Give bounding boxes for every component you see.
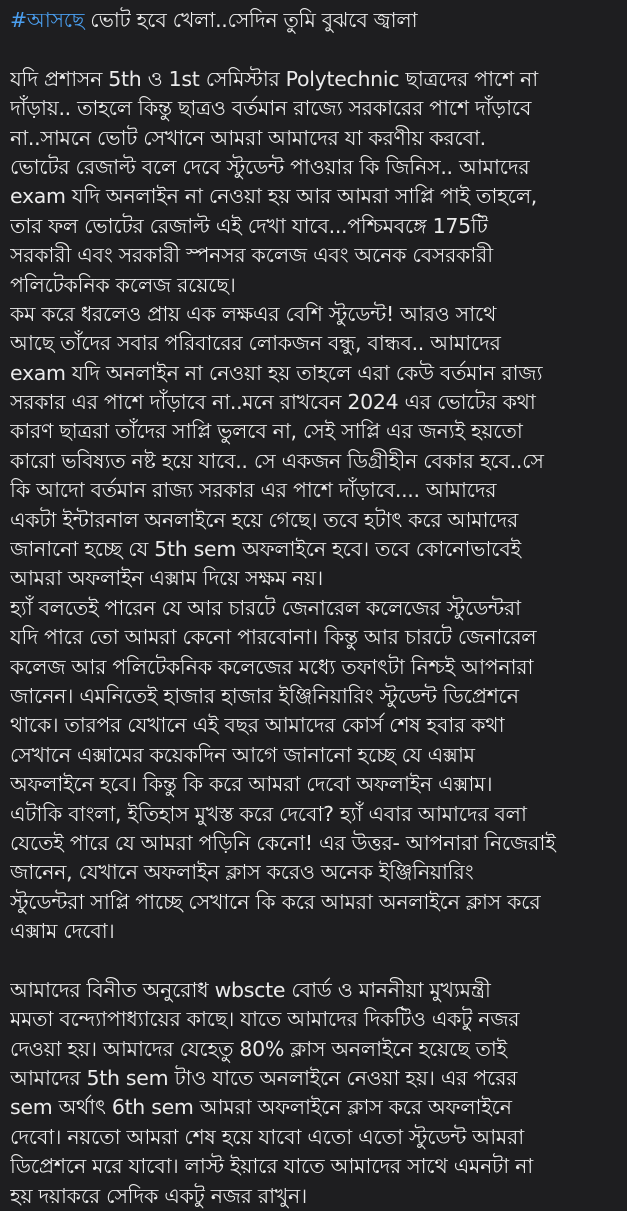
- post-text-line: আমাদের বিনীত অনুরোধ wbscte বোর্ড ও মাননীয়া মুখ্যমন্ত্রী: [10, 977, 491, 1002]
- post-text-line: ডিপ্রেশনে মরে যাবো। লাস্ট ইয়ারে যাতে আমাদের সাথে এমনটা না: [10, 1154, 533, 1179]
- post-text-line: কারো ভবিষ্যত নষ্ট হয়ে যাবে.. সে একজন ডিগ্রীহীন বেকার হবে..সে: [10, 448, 544, 473]
- post-text-line: sem অর্থাৎ 6th sem আমরা অফলাইনে ক্লাস করে অফলাইনে: [10, 1095, 512, 1120]
- headline-text: ভোট হবে খেলা..সেদিন তুমি বুঝবে জ্বালা: [84, 8, 418, 32]
- hashtag-link[interactable]: #আসছে: [10, 8, 85, 32]
- post-text-line: দেওয়া হয়। আমাদের যেহেতু 80% ক্লাস অনলাইনে হয়েছে তাই: [10, 1036, 507, 1061]
- post-text-line: আছে তাঁদের সবার পরিবারের লোকজন বন্ধু, বান্ধব.. আমাদের: [10, 331, 501, 356]
- post-text-line: থাকে। তারপর যেখানে এই বছর আমাদের কোর্স শেষ হবার কথা: [10, 713, 505, 738]
- post-body: [10, 6, 620, 1211]
- post-text-line: সেখানে এক্সামের কয়েকদিন আগে জানানো হচ্ছে যে এক্সাম: [10, 742, 475, 767]
- post-text-line: একটা ইন্টারনাল অনলাইনে হয়ে গেছে। তবে হটাৎ করে আমাদের: [10, 507, 518, 532]
- post-text-line: হয় দয়াকরে সেদিক একটু নজর রাখুন।: [10, 1183, 307, 1208]
- post-text-line: যেতেই পারে যে আমরা পড়িনি কেনো! এর উত্তর- আপনারা নিজেরাই: [10, 830, 556, 855]
- post-text-line: না..সামনে ভোট সেখানে আমরা আমাদের যা করণীয় করবো.: [10, 125, 486, 150]
- post-text-line: কারণ ছাত্ররা তাঁদের সাপ্লি ভুলবে না, সেই সাপ্লি এর জন্যই হয়তো: [10, 419, 523, 444]
- post-text-line: যদি পারে তো আমরা কেনো পারবোনা। কিন্তু আর চারটে জেনারেল: [10, 625, 537, 650]
- paragraph-spacer: [10, 35, 620, 64]
- post-text-line: কলেজ আর পলিটেকনিক কলেজের মধ্যে তফাৎটা নিশ্চই আপনারা: [10, 654, 534, 679]
- post-headline: [10, 6, 620, 35]
- post-text-line: ভোটের রেজাল্ট বলে দেবে স্টুডেন্ট পাওয়ার কি জিনিস.. আমাদের: [10, 154, 530, 179]
- post-text-line: আমরা অফলাইন এক্সাম দিয়ে সক্ষম নয়।: [10, 566, 323, 591]
- post-paragraph-1: [10, 65, 620, 947]
- post-text-line: অফলাইনে হবে। কিন্তু কি করে আমরা দেবো অফলাইন এক্সাম।: [10, 772, 493, 797]
- post-text-line: সরকারী এবং সরকারী স্পনসর কলেজ এবং অনেক বেসরকারী: [10, 243, 493, 268]
- post-text-line: exam যদি অনলাইন না নেওয়া হয় তাহলে এরা কেউ বর্তমান রাজ্য: [10, 360, 543, 385]
- post-text-line: জানেন। এমনিতেই হাজার হাজার ইঞ্জিনিয়ারিং স্টুডেন্ট ডিপ্রেশনে: [10, 683, 519, 708]
- post-text-line: হ্যাঁ বলতেই পারেন যে আর চারটে জেনারেল কলেজের স্টুডেন্টরা: [10, 595, 521, 620]
- post-text-line: কম করে ধরলেও প্রায় এক লক্ষএর বেশি স্টুডেন্ট! আরও সাথে: [10, 301, 497, 326]
- post-text-line: সরকার এর পাশে দাঁড়াবে না..মনে রাখবেন 2024 এর ভোটের কথা: [10, 390, 536, 415]
- post-text-line: তার ফল ভোটের রেজাল্ট এই দেখা যাবে...পশ্চিমবঙ্গে 175টি: [10, 213, 488, 238]
- post-text-line: এক্সাম দেবো।: [10, 919, 115, 944]
- post-text-line: জানেন, যেখানে অফলাইন ক্লাস করেও অনেক ইঞ্জিনিয়ারিং: [10, 860, 474, 885]
- post-text-line: স্টুডেন্টরা সাপ্লি পাচ্ছে সেখানে কি করে আমরা অনলাইনে ক্লাস করে: [10, 889, 541, 914]
- post-text-line: দেবো। নয়তো আমরা শেষ হয়ে যাবো এতো এতো স্টুডেন্ট আমরা: [10, 1124, 524, 1149]
- post-text-line: পলিটেকনিক কলেজ রয়েছে।: [10, 272, 236, 297]
- paragraph-spacer: [10, 947, 620, 976]
- post-text-line: জানানো হচ্ছে যে 5th sem অফলাইনে হবে। তবে কোনোভাবেই: [10, 537, 521, 562]
- post-text-line: আমাদের 5th sem টাও যাতে অনলাইনে নেওয়া হয়। এর পরের: [10, 1066, 518, 1091]
- post-text-line: দাঁড়ায়.. তাহলে কিন্তু ছাত্রও বর্তমান রাজ্যে সরকারের পাশে দাঁড়াবে: [10, 96, 532, 121]
- post-text-line: এটাকি বাংলা, ইতিহাস মুখস্ত করে দেবো? হ্যাঁ এবার আমাদের বলা: [10, 801, 527, 826]
- post-paragraph-2: [10, 976, 620, 1211]
- post-text-line: কি আদো বর্তমান রাজ্য সরকার এর পাশে দাঁড়াবে.... আমাদের: [10, 478, 497, 503]
- post-text-line: exam যদি অনলাইন না নেওয়া হয় আর আমরা সাপ্লি পাই তাহলে,: [10, 184, 538, 209]
- post-text-line: মমতা বন্দ্যোপাধ্যায়ের কাছে। যাতে আমাদের দিকটিও একটু নজর: [10, 1007, 520, 1032]
- post-text-line: যদি প্রশাসন 5th ও 1st সেমিস্টার Polytechnic ছাত্রদের পাশে না: [10, 66, 538, 91]
